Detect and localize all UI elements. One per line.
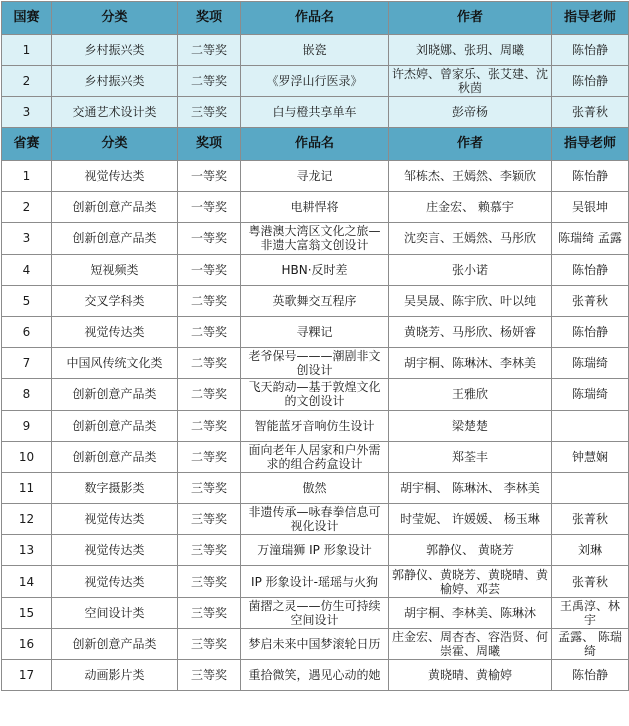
award-cell: 三等奖 [178,566,241,597]
table-row [2,660,629,691]
award-cell: 二等奖 [178,379,241,410]
authors-cell: 黄晓晴、黄榆婷 [389,660,552,691]
work-title-cell: 寻粿记 [241,316,389,347]
category-cell: 创新创意产品类 [52,379,178,410]
national-header-award: 奖项 [178,2,241,35]
row-number-cell: 15 [2,597,52,628]
category-cell: 视觉传达类 [52,316,178,347]
authors-cell: 刘晓娜、张玥、周曦 [389,35,552,66]
award-cell: 一等奖 [178,192,241,223]
teacher-cell: 陈怡静 [552,66,629,97]
row-number-cell: 1 [2,35,52,66]
category-cell: 短视频类 [52,254,178,285]
authors-cell: 吴昊晟、陈宇欣、叶以纯 [389,285,552,316]
authors-cell: 郑荃丰 [389,441,552,472]
national-header-teacher: 指导老师 [552,2,629,35]
teacher-cell [552,472,629,503]
authors-cell: 黄晓芳、马彤欣、杨妍睿 [389,316,552,347]
provincial-header-authors: 作者 [389,128,552,161]
table-row [2,597,629,628]
national-header-authors: 作者 [389,2,552,35]
row-number-cell: 8 [2,379,52,410]
category-cell: 乡村振兴类 [52,66,178,97]
teacher-cell: 刘琳 [552,535,629,566]
row-number-cell: 3 [2,223,52,254]
provincial-header-teacher: 指导老师 [552,128,629,161]
award-cell: 二等奖 [178,285,241,316]
table-row [2,161,629,192]
category-cell: 创新创意产品类 [52,192,178,223]
teacher-cell: 陈瑞绮 [552,348,629,379]
authors-cell: 郭静仪、黄晓芳、黄晓晴、黄榆婷、邓芸 [389,566,552,597]
award-cell: 一等奖 [178,254,241,285]
award-cell: 一等奖 [178,161,241,192]
work-title-cell: 傲然 [241,472,389,503]
authors-cell: 邹栋杰、王嫣然、李颖欣 [389,161,552,192]
provincial-header-row [2,128,629,161]
teacher-cell [552,410,629,441]
row-number-cell: 9 [2,410,52,441]
row-number-cell: 5 [2,285,52,316]
awards-table [1,1,629,691]
table-row [2,441,629,472]
table-row [2,254,629,285]
awards-table-body [2,2,629,691]
award-cell: 一等奖 [178,223,241,254]
category-cell: 中国风传统文化类 [52,348,178,379]
provincial-header-row-number: 省赛 [2,128,52,161]
category-cell: 视觉传达类 [52,161,178,192]
table-row [2,628,629,659]
authors-cell: 张小诺 [389,254,552,285]
category-cell: 创新创意产品类 [52,628,178,659]
national-header-row-number: 国赛 [2,2,52,35]
teacher-cell: 孟露、 陈瑞绮 [552,628,629,659]
work-title-cell: 白与橙共享单车 [241,97,389,128]
work-title-cell: 《罗浮山行医录》 [241,66,389,97]
category-cell: 视觉传达类 [52,504,178,535]
award-cell: 三等奖 [178,472,241,503]
work-title-cell: 菌摺之灵——仿生可持续空间设计 [241,597,389,628]
teacher-cell: 陈瑞绮 孟露 [552,223,629,254]
category-cell: 动画影片类 [52,660,178,691]
teacher-cell: 陈怡静 [552,35,629,66]
table-row [2,192,629,223]
table-row [2,66,629,97]
award-cell: 二等奖 [178,66,241,97]
category-cell: 空间设计类 [52,597,178,628]
work-title-cell: HBN·反时差 [241,254,389,285]
category-cell: 视觉传达类 [52,535,178,566]
award-cell: 二等奖 [178,35,241,66]
row-number-cell: 7 [2,348,52,379]
teacher-cell: 王禹淳、林宇 [552,597,629,628]
table-row [2,348,629,379]
authors-cell: 许杰婷、曾家乐、张艾建、沈秋茵 [389,66,552,97]
teacher-cell: 吴银坤 [552,192,629,223]
row-number-cell: 1 [2,161,52,192]
authors-cell: 王雅欣 [389,379,552,410]
authors-cell: 沈奕言、王嫣然、马彤欣 [389,223,552,254]
work-title-cell: 非遗传承—咏春拳信息可视化设计 [241,504,389,535]
teacher-cell: 陈怡静 [552,316,629,347]
national-header-work-title: 作品名 [241,2,389,35]
row-number-cell: 10 [2,441,52,472]
table-row [2,410,629,441]
teacher-cell: 陈怡静 [552,254,629,285]
award-cell: 二等奖 [178,441,241,472]
row-number-cell: 16 [2,628,52,659]
category-cell: 创新创意产品类 [52,410,178,441]
award-cell: 三等奖 [178,504,241,535]
category-cell: 数字摄影类 [52,472,178,503]
row-number-cell: 4 [2,254,52,285]
work-title-cell: 面向老年人居家和户外需求的组合药盒设计 [241,441,389,472]
table-row [2,35,629,66]
row-number-cell: 12 [2,504,52,535]
authors-cell: 胡宇桐、 陈琳沐、 李林美 [389,472,552,503]
row-number-cell: 6 [2,316,52,347]
national-header-row [2,2,629,35]
work-title-cell: 梦启未来中国梦滚轮日历 [241,628,389,659]
row-number-cell: 2 [2,192,52,223]
work-title-cell: 电耕悍将 [241,192,389,223]
work-title-cell: 粤港澳大湾区文化之旅—非遗大富翁文创设计 [241,223,389,254]
work-title-cell: 万潼瑞狮 IP 形象设计 [241,535,389,566]
table-row [2,379,629,410]
award-cell: 三等奖 [178,660,241,691]
category-cell: 乡村振兴类 [52,35,178,66]
table-row [2,504,629,535]
row-number-cell: 17 [2,660,52,691]
teacher-cell: 张菁秋 [552,504,629,535]
table-row [2,223,629,254]
row-number-cell: 13 [2,535,52,566]
award-cell: 二等奖 [178,348,241,379]
work-title-cell: 重拾微笑，遇见心动的她 [241,660,389,691]
provincial-header-category: 分类 [52,128,178,161]
award-cell: 三等奖 [178,97,241,128]
table-row [2,97,629,128]
row-number-cell: 14 [2,566,52,597]
award-cell: 三等奖 [178,597,241,628]
teacher-cell: 张菁秋 [552,566,629,597]
row-number-cell: 11 [2,472,52,503]
category-cell: 创新创意产品类 [52,223,178,254]
authors-cell: 胡宇桐、陈琳沐、李林美 [389,348,552,379]
authors-cell: 庄金宏、 赖慕宇 [389,192,552,223]
award-cell: 二等奖 [178,410,241,441]
teacher-cell: 张菁秋 [552,97,629,128]
teacher-cell: 陈瑞绮 [552,379,629,410]
work-title-cell: 英歌舞交互程序 [241,285,389,316]
award-cell: 三等奖 [178,628,241,659]
award-cell: 二等奖 [178,316,241,347]
authors-cell: 郭静仪、 黄晓芳 [389,535,552,566]
provincial-header-award: 奖项 [178,128,241,161]
authors-cell: 梁楚楚 [389,410,552,441]
table-row [2,316,629,347]
category-cell: 交叉学科类 [52,285,178,316]
table-row [2,472,629,503]
authors-cell: 彭帝杨 [389,97,552,128]
work-title-cell: 寻龙记 [241,161,389,192]
teacher-cell: 陈怡静 [552,161,629,192]
work-title-cell: 飞天韵动—基于敦煌文化的文创设计 [241,379,389,410]
table-row [2,566,629,597]
category-cell: 交通艺术设计类 [52,97,178,128]
authors-cell: 庄金宏、周杏杏、容浩贤、何崇霍、周曦 [389,628,552,659]
authors-cell: 时莹妮、 许媛媛、 杨玉琳 [389,504,552,535]
authors-cell: 胡宇桐、李林美、陈琳沐 [389,597,552,628]
teacher-cell: 陈怡静 [552,660,629,691]
row-number-cell: 2 [2,66,52,97]
work-title-cell: 嵌瓷 [241,35,389,66]
award-cell: 三等奖 [178,535,241,566]
category-cell: 创新创意产品类 [52,441,178,472]
row-number-cell: 3 [2,97,52,128]
work-title-cell: 老爷保号———潮剧非文创设计 [241,348,389,379]
national-header-category: 分类 [52,2,178,35]
work-title-cell: 智能蓝牙音响仿生设计 [241,410,389,441]
work-title-cell: IP 形象设计-瑶瑶与火狗 [241,566,389,597]
provincial-header-work-title: 作品名 [241,128,389,161]
table-row [2,285,629,316]
category-cell: 视觉传达类 [52,566,178,597]
teacher-cell: 钟慧娴 [552,441,629,472]
table-row [2,535,629,566]
teacher-cell: 张菁秋 [552,285,629,316]
